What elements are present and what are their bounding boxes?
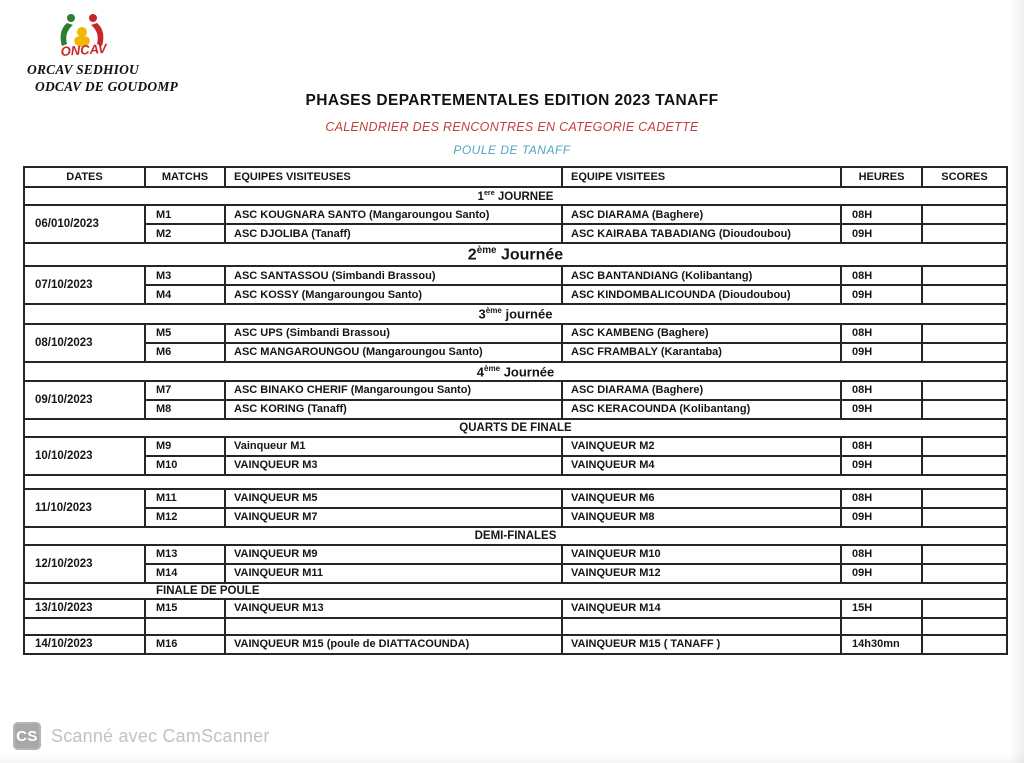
page-subtitle: CALENDRIER DES RENCONTRES EN CATEGORIE CADETTE: [325, 120, 699, 134]
away-team-cell: ASC DIARAMA (Baghere): [562, 205, 841, 224]
col-header-visitees: EQUIPE VISITEES: [562, 167, 841, 187]
match-number-cell: M8: [145, 400, 225, 419]
section-header-row: [24, 362, 1007, 381]
section-header-cell: QUARTS DE FINALE: [24, 419, 1007, 437]
match-number-cell: M4: [145, 285, 225, 304]
home-team-cell: VAINQUEUR M13: [225, 599, 562, 618]
match-row: [24, 508, 1007, 527]
col-header-matchs: MATCHS: [145, 167, 225, 187]
match-number-cell: M1: [145, 205, 225, 224]
match-row: [24, 224, 1007, 243]
section-header-row: [24, 583, 1007, 599]
score-cell: [922, 324, 1007, 343]
section-header-cell: 2ème Journée: [24, 243, 1007, 266]
match-row: [24, 324, 1007, 343]
match-row: [24, 545, 1007, 564]
match-row: [24, 489, 1007, 508]
date-cell: 09/10/2023: [24, 381, 145, 419]
time-cell: 08H: [841, 489, 922, 508]
empty-cell: [562, 618, 841, 635]
time-cell: 09H: [841, 508, 922, 527]
section-header-cell: 4ème Journée: [24, 362, 1007, 381]
time-cell: 08H: [841, 381, 922, 400]
date-cell: 13/10/2023: [24, 599, 145, 618]
match-row: [24, 437, 1007, 456]
poule-label: POULE DE TANAFF: [453, 143, 571, 157]
time-cell: 09H: [841, 285, 922, 304]
section-header-row: [24, 243, 1007, 266]
col-header-dates: DATES: [24, 167, 145, 187]
score-cell: [922, 205, 1007, 224]
home-team-cell: VAINQUEUR M9: [225, 545, 562, 564]
org-line-2: ODCAV DE GOUDOMP: [35, 79, 178, 94]
score-cell: [922, 545, 1007, 564]
match-row: [24, 456, 1007, 475]
table-header-row: [24, 167, 1007, 187]
away-team-cell: VAINQUEUR M12: [562, 564, 841, 583]
org-line-1: ORCAV SEDHIOU: [27, 62, 140, 77]
match-number-cell: M14: [145, 564, 225, 583]
away-team-cell: VAINQUEUR M8: [562, 508, 841, 527]
section-header-row: [24, 527, 1007, 545]
empty-cell: [24, 475, 1007, 489]
empty-merged-row: [24, 475, 1007, 489]
away-team-cell: VAINQUEUR M4: [562, 456, 841, 475]
score-cell: [922, 266, 1007, 285]
section-header-row: [24, 304, 1007, 323]
section-header-cell: 3ème journée: [24, 304, 1007, 323]
col-header-visiteuses: EQUIPES VISITEUSES: [225, 167, 562, 187]
match-number-cell: M2: [145, 224, 225, 243]
match-number-cell: M3: [145, 266, 225, 285]
date-cell: 06/010/2023: [24, 205, 145, 243]
camscanner-icon: CS: [13, 722, 41, 750]
score-cell: [922, 381, 1007, 400]
section-header-cell: 1ere JOURNEE: [24, 187, 1007, 205]
score-cell: [922, 437, 1007, 456]
camscanner-watermark: [13, 722, 270, 750]
away-team-cell: ASC DIARAMA (Baghere): [562, 381, 841, 400]
time-cell: 08H: [841, 324, 922, 343]
match-number-cell: M11: [145, 489, 225, 508]
score-cell: [922, 508, 1007, 527]
match-number-cell: M7: [145, 381, 225, 400]
date-cell: 11/10/2023: [24, 489, 145, 527]
time-cell: 14h30mn: [841, 635, 922, 654]
time-cell: 09H: [841, 456, 922, 475]
home-team-cell: VAINQUEUR M15 (poule de DIATTACOUNDA): [225, 635, 562, 654]
score-cell: [922, 599, 1007, 618]
time-cell: 09H: [841, 564, 922, 583]
empty-cell: [922, 618, 1007, 635]
time-cell: 08H: [841, 545, 922, 564]
date-cell: 14/10/2023: [24, 635, 145, 654]
section-header-row: [24, 187, 1007, 205]
match-row: [24, 343, 1007, 362]
col-header-heures: HEURES: [841, 167, 922, 187]
time-cell: 09H: [841, 400, 922, 419]
home-team-cell: ASC KOSSY (Mangaroungou Santo): [225, 285, 562, 304]
score-cell: [922, 285, 1007, 304]
away-team-cell: VAINQUEUR M10: [562, 545, 841, 564]
home-team-cell: ASC KORING (Tanaff): [225, 400, 562, 419]
col-header-scores: SCORES: [922, 167, 1007, 187]
away-team-cell: ASC KAMBENG (Baghere): [562, 324, 841, 343]
score-cell: [922, 343, 1007, 362]
match-number-cell: M15: [145, 599, 225, 618]
match-row: [24, 205, 1007, 224]
match-row: [24, 400, 1007, 419]
match-row: [24, 599, 1007, 618]
time-cell: 09H: [841, 224, 922, 243]
home-team-cell: VAINQUEUR M5: [225, 489, 562, 508]
score-cell: [922, 564, 1007, 583]
match-schedule-table: [23, 166, 1008, 655]
oncav-logo-icon: [53, 10, 111, 62]
section-header-cell: DEMI-FINALES: [24, 527, 1007, 545]
home-team-cell: ASC BINAKO CHERIF (Mangaroungou Santo): [225, 381, 562, 400]
away-team-cell: ASC BANTANDIANG (Kolibantang): [562, 266, 841, 285]
date-cell: 12/10/2023: [24, 545, 145, 583]
logo-wordmark: ONCAV: [60, 40, 108, 59]
time-cell: 08H: [841, 205, 922, 224]
organisation-names: [27, 61, 178, 95]
home-team-cell: ASC UPS (Simbandi Brassou): [225, 324, 562, 343]
time-cell: 08H: [841, 437, 922, 456]
match-row: [24, 564, 1007, 583]
away-team-cell: ASC KAIRABA TABADIANG (Dioudoubou): [562, 224, 841, 243]
away-team-cell: VAINQUEUR M14: [562, 599, 841, 618]
home-team-cell: ASC KOUGNARA SANTO (Mangaroungou Santo): [225, 205, 562, 224]
date-cell: 07/10/2023: [24, 266, 145, 304]
score-cell: [922, 489, 1007, 508]
watermark-text: Scanné avec CamScanner: [51, 725, 270, 746]
empty-cell: [145, 618, 225, 635]
match-row: [24, 266, 1007, 285]
match-number-cell: M10: [145, 456, 225, 475]
away-team-cell: ASC KINDOMBALICOUNDA (Dioudoubou): [562, 285, 841, 304]
date-cell: 08/10/2023: [24, 324, 145, 362]
match-number-cell: M9: [145, 437, 225, 456]
home-team-cell: VAINQUEUR M7: [225, 508, 562, 527]
empty-cell: [841, 618, 922, 635]
home-team-cell: VAINQUEUR M11: [225, 564, 562, 583]
time-cell: 15H: [841, 599, 922, 618]
match-number-cell: M16: [145, 635, 225, 654]
empty-row: [24, 618, 1007, 635]
empty-cell: [24, 618, 145, 635]
match-row: [24, 635, 1007, 654]
page-title: PHASES DEPARTEMENTALES EDITION 2023 TANAFF: [305, 92, 719, 109]
match-number-cell: M13: [145, 545, 225, 564]
home-team-cell: VAINQUEUR M3: [225, 456, 562, 475]
score-cell: [922, 456, 1007, 475]
away-team-cell: ASC FRAMBALY (Karantaba): [562, 343, 841, 362]
match-number-cell: M5: [145, 324, 225, 343]
section-header-cell: FINALE DE POULE: [24, 583, 1007, 599]
home-team-cell: Vainqueur M1: [225, 437, 562, 456]
match-row: [24, 285, 1007, 304]
match-number-cell: M12: [145, 508, 225, 527]
date-cell: 10/10/2023: [24, 437, 145, 475]
title-block: [0, 92, 1024, 157]
away-team-cell: VAINQUEUR M2: [562, 437, 841, 456]
home-team-cell: ASC DJOLIBA (Tanaff): [225, 224, 562, 243]
time-cell: 09H: [841, 343, 922, 362]
match-number-cell: M6: [145, 343, 225, 362]
home-team-cell: ASC MANGAROUNGOU (Mangaroungou Santo): [225, 343, 562, 362]
time-cell: 08H: [841, 266, 922, 285]
away-team-cell: VAINQUEUR M6: [562, 489, 841, 508]
away-team-cell: ASC KERACOUNDA (Kolibantang): [562, 400, 841, 419]
away-team-cell: VAINQUEUR M15 ( TANAFF ): [562, 635, 841, 654]
score-cell: [922, 400, 1007, 419]
home-team-cell: ASC SANTASSOU (Simbandi Brassou): [225, 266, 562, 285]
empty-cell: [225, 618, 562, 635]
score-cell: [922, 224, 1007, 243]
section-header-row: [24, 419, 1007, 437]
match-row: [24, 381, 1007, 400]
score-cell: [922, 635, 1007, 654]
